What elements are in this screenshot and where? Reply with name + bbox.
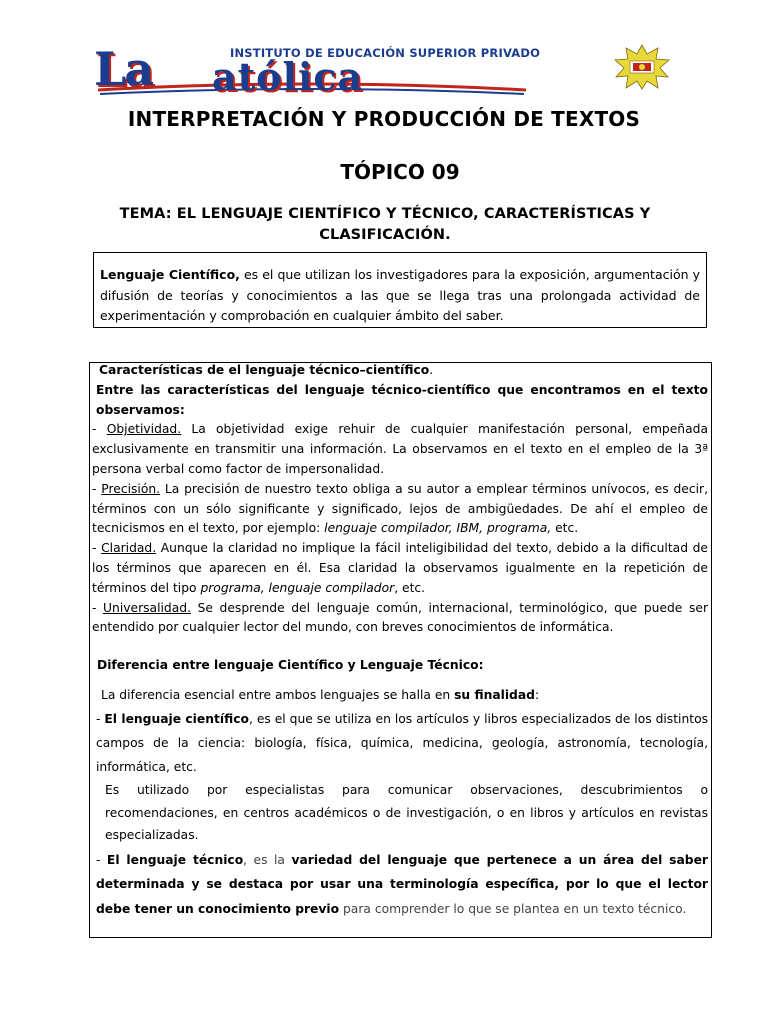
topic-number: TÓPICO 09	[340, 160, 460, 184]
topic-theme	[90, 204, 680, 246]
logo-institute-text: INSTITUTO DE EDUCACIÓN SUPERIOR PRIVADO	[230, 46, 541, 60]
definition-box	[93, 252, 707, 328]
logo-catolica-text: atólica	[212, 54, 364, 99]
scientific-language-item: - El lenguaje científico, es el que se utiliza en los artículos y libros especializados de los distintos campos de la ciencia: biología, física, química, medicina, geología, astronomía, tecnología, informática, etc.	[96, 712, 708, 774]
characteristic-universality: - Universalidad. Se desprende del lenguaje común, internacional, terminológico, que puede ser entendido por cualquier lector del mundo, con breves conocimientos de informática.	[92, 600, 709, 635]
characteristic-name: Precisión.	[101, 481, 161, 496]
characteristic-objectivity: - Objetividad. La objetividad exige rehuir de cualquier manifestación personal, empeñada exclusivamente en transmitir una información. La observamos en el texto en el empleo de la 3ª persona verbal como factor de impersonalidad.	[92, 422, 708, 476]
definition-term: Lenguaje Científico,	[100, 267, 240, 282]
seal-icon	[614, 44, 670, 90]
topic-theme-line1: TEMA: EL LENGUAJE CIENTÍFICO Y TÉCNICO, CARACTERÍSTICAS Y	[119, 206, 651, 222]
scientific-language-usage: Es utilizado por especialistas para comunicar observaciones, descubrimientos o recomendaciones, en centros académicos o de investigación, o en libros y artículos en revistas especializadas.	[105, 783, 708, 842]
difference-intro: La diferencia esencial entre ambos lenguajes se halla en su finalidad:	[101, 688, 540, 702]
characteristic-precision: - Precisión. La precisión de nuestro texto obliga a su autor a emplear términos unívocos, es decir, términos con un sólo significante y significado, lejos de ambigüedades. De ahí el empleo de tecnicismos en el texto, por ejemplo: lenguaje compilador, IBM, programa, etc.	[92, 481, 708, 536]
characteristics-intro: Entre las características del lenguaje técnico-científico que encontramos en el texto observamos:	[96, 382, 708, 417]
definition-text: es el que utilizan los investigadores para la exposición, argumentación y difusión de teorías y conocimientos a las que se llega tras una prolongada actividad de experimentación y comprobación en cualquier ámbito del saber.	[100, 267, 700, 323]
topic-theme-line2: CLASIFICACIÓN.	[319, 227, 451, 243]
logo-la-text: La	[94, 42, 153, 96]
characteristic-name: Objetividad.	[106, 422, 182, 437]
characteristics-heading: Características de el lenguaje técnico–científico.	[99, 363, 434, 377]
institute-logo	[94, 42, 541, 99]
characteristic-name: Claridad.	[101, 541, 157, 556]
content-box	[89, 362, 712, 938]
definition-paragraph	[100, 265, 700, 327]
technical-language-item: - El lenguaje técnico, es la variedad del lenguaje que pertenece a un área del saber determinada y se destaca por usar una terminología específica, por lo que el lector debe tener un conocimiento previo para comprender lo que se plantea en un texto técnico.	[96, 852, 708, 916]
characteristic-name: Universalidad.	[103, 600, 191, 615]
difference-heading: Diferencia entre lenguaje Científico y Lenguaje Técnico:	[97, 658, 484, 672]
characteristics-section	[92, 361, 708, 638]
characteristic-clarity: - Claridad. Aunque la claridad no implique la fácil inteligibilidad del texto, debido a la dificultad de los términos que aparecen en él. Esa claridad la observamos igualmente en la repetición de términos del tipo programa, lenguaje compilador, etc.	[92, 541, 708, 595]
document-title: INTERPRETACIÓN Y PRODUCCIÓN DE TEXTOS	[127, 107, 641, 131]
difference-section	[92, 655, 708, 921]
